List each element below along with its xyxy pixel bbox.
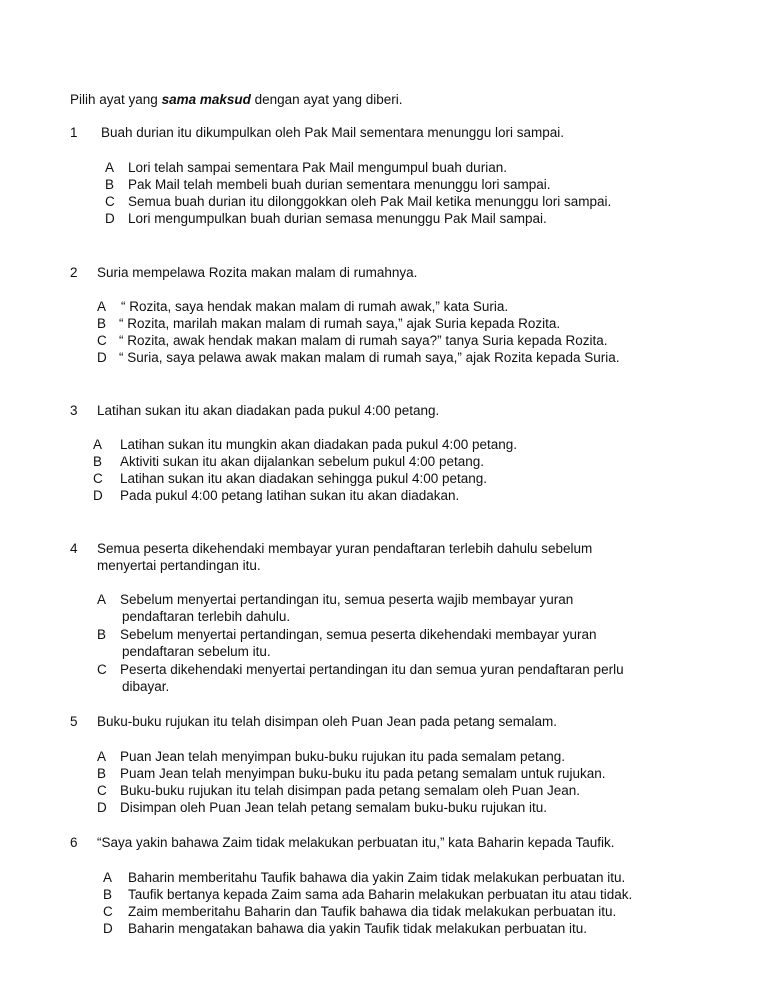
question-stem: menyertai pertandingan itu.	[97, 558, 261, 573]
option-letter[interactable]: C	[105, 194, 115, 209]
option-text[interactable]: “ Suria, saya pelawa awak makan malam di rumah saya,” ajak Rozita kepada Suria.	[119, 350, 620, 365]
question-number: 2	[70, 265, 78, 280]
option-letter[interactable]: C	[97, 662, 107, 677]
instruction-emphasis: sama maksud	[161, 92, 251, 107]
question-stem: “Saya yakin bahawa Zaim tidak melakukan perbuatan itu,” kata Baharin kepada Taufik.	[97, 835, 615, 850]
option-text[interactable]: Sebelum menyertai pertandingan, semua peserta dikehendaki membayar yuran	[120, 627, 597, 642]
option-text[interactable]: Lori telah sampai sementara Pak Mail mengumpul buah durian.	[128, 160, 507, 175]
option-text[interactable]: Puan Jean telah menyimpan buku-buku rujukan itu pada semalam petang.	[120, 749, 566, 764]
option-text[interactable]: Pak Mail telah membeli buah durian sementara menunggu lori sampai.	[128, 177, 551, 192]
option-text[interactable]: Baharin memberitahu Taufik bahawa dia yakin Zaim tidak melakukan perbuatan itu.	[128, 870, 626, 885]
option-letter[interactable]: A	[97, 299, 107, 314]
option-text[interactable]: “ Rozita, marilah makan malam di rumah saya,” ajak Suria kepada Rozita.	[119, 316, 561, 331]
option-letter[interactable]: B	[97, 766, 107, 781]
question-stem: Suria mempelawa Rozita makan malam di rumahnya.	[97, 265, 418, 280]
option-text[interactable]: pendaftaran sebelum itu.	[122, 644, 271, 659]
question-stem: Semua peserta dikehendaki membayar yuran pendaftaran terlebih dahulu sebelum	[97, 541, 593, 556]
option-letter[interactable]: A	[103, 870, 113, 885]
option-text[interactable]: Peserta dikehendaki menyertai pertandingan itu dan semua yuran pendaftaran perlu	[120, 662, 624, 677]
option-text[interactable]: Lori mengumpulkan buah durian semasa menunggu Pak Mail sampai.	[128, 211, 547, 226]
option-text[interactable]: “ Rozita, awak hendak makan malam di rumah saya?” tanya Suria kepada Rozita.	[119, 333, 608, 348]
option-letter[interactable]: A	[93, 437, 103, 452]
question-number: 4	[70, 541, 78, 556]
question-number: 3	[70, 403, 78, 418]
question-stem: Buah durian itu dikumpulkan oleh Pak Mail sementara menunggu lori sampai.	[101, 125, 565, 140]
instruction-text: dengan ayat yang diberi.	[250, 92, 403, 107]
option-letter[interactable]: A	[97, 749, 107, 764]
option-text[interactable]: Taufik bertanya kepada Zaim sama ada Baharin melakukan perbuatan itu atau tidak.	[128, 887, 633, 902]
option-letter[interactable]: C	[97, 783, 107, 798]
option-letter[interactable]: B	[105, 177, 115, 192]
instruction-text: Pilih ayat yang	[70, 92, 162, 107]
option-text[interactable]: Disimpan oleh Puan Jean telah petang semalam buku-buku rujukan itu.	[120, 800, 548, 815]
option-text[interactable]: Zaim memberitahu Baharin dan Taufik bahawa dia tidak melakukan perbuatan itu.	[128, 904, 617, 919]
option-letter[interactable]: D	[97, 800, 107, 815]
option-text[interactable]: Aktiviti sukan itu akan dijalankan sebelum pukul 4:00 petang.	[120, 454, 484, 469]
option-letter[interactable]: B	[97, 316, 107, 331]
option-text[interactable]: Pada pukul 4:00 petang latihan sukan itu akan diadakan.	[120, 488, 460, 503]
option-text[interactable]: dibayar.	[122, 679, 170, 694]
option-text[interactable]: Buku-buku rujukan itu telah disimpan pada petang semalam oleh Puan Jean.	[120, 783, 581, 798]
option-letter[interactable]: D	[103, 921, 113, 936]
option-text[interactable]: Semua buah durian itu dilonggokkan oleh Pak Mail ketika menunggu lori sampai.	[128, 194, 612, 209]
option-letter[interactable]: B	[103, 887, 113, 902]
option-letter[interactable]: D	[105, 211, 115, 226]
option-text[interactable]: Latihan sukan itu akan diadakan sehingga pukul 4:00 petang.	[120, 471, 488, 486]
question-stem: Buku-buku rujukan itu telah disimpan oleh Puan Jean pada petang semalam.	[97, 714, 558, 729]
instruction	[70, 91, 403, 108]
option-letter[interactable]: D	[97, 350, 107, 365]
question-number: 1	[70, 125, 78, 140]
option-letter[interactable]: A	[105, 160, 115, 175]
question-stem: Latihan sukan itu akan diadakan pada pukul 4:00 petang.	[97, 403, 440, 418]
option-text[interactable]: Sebelum menyertai pertandingan itu, semua peserta wajib membayar yuran	[120, 592, 574, 607]
option-text[interactable]: pendaftaran terlebih dahulu.	[122, 609, 291, 624]
question-number: 5	[70, 714, 78, 729]
option-letter[interactable]: C	[93, 471, 103, 486]
option-text[interactable]: Baharin mengatakan bahawa dia yakin Taufik tidak melakukan perbuatan itu.	[128, 921, 588, 936]
option-letter[interactable]: D	[93, 488, 103, 503]
question-number: 6	[70, 835, 78, 850]
option-letter[interactable]: C	[103, 904, 113, 919]
option-letter[interactable]: A	[97, 592, 107, 607]
option-text[interactable]: Latihan sukan itu mungkin akan diadakan pada pukul 4:00 petang.	[120, 437, 518, 452]
option-letter[interactable]: B	[97, 627, 107, 642]
option-letter[interactable]: B	[93, 454, 103, 469]
option-text[interactable]: “ Rozita, saya hendak makan malam di rumah awak,” kata Suria.	[121, 299, 509, 314]
option-text[interactable]: Puam Jean telah menyimpan buku-buku itu pada petang semalam untuk rujukan.	[120, 766, 606, 781]
option-letter[interactable]: C	[97, 333, 107, 348]
